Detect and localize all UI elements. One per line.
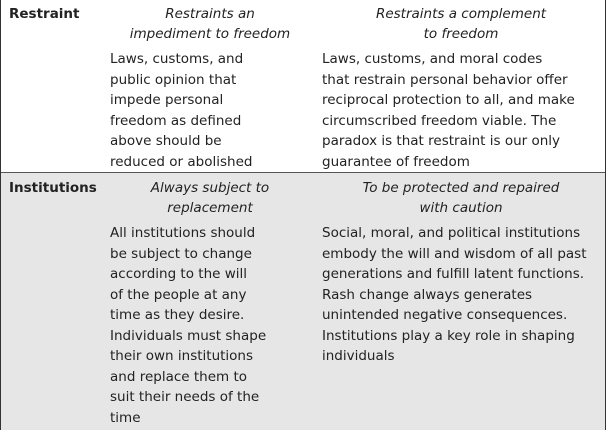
institutions-col2-line: Rash change always generates bbox=[322, 286, 533, 303]
institutions-col1-body bbox=[110, 223, 310, 428]
institutions-col1-heading bbox=[110, 178, 310, 218]
institutions-col1-heading-line2: replacement bbox=[167, 200, 253, 216]
restraint-col2-heading-line2: to freedom bbox=[423, 26, 499, 42]
institutions-col1-line: and replace them to bbox=[110, 368, 248, 385]
institutions-col1-line: suit their needs of the bbox=[110, 389, 260, 405]
institutions-col2-line: individuals bbox=[322, 348, 395, 364]
institutions-col2-line: unintended negative consequences. bbox=[322, 307, 568, 323]
row-label-institutions: Institutions bbox=[9, 180, 97, 196]
restraint-col1-line: freedom as defined bbox=[110, 112, 242, 129]
restraint-col1-line: reduced or abolished bbox=[110, 153, 253, 170]
restraint-col1-line: above should be bbox=[110, 133, 222, 149]
institutions-col1-line: be subject to change bbox=[110, 245, 252, 262]
institutions-col2-body bbox=[322, 223, 600, 367]
restraint-col1-line: public opinion that bbox=[110, 71, 237, 88]
institutions-col2-line: embody the will and wisdom of all past bbox=[322, 245, 587, 262]
institutions-col1-line: their own institutions bbox=[110, 348, 254, 364]
institutions-col2-heading-line2: with caution bbox=[419, 200, 503, 216]
restraint-col2-heading bbox=[322, 4, 600, 44]
institutions-col2-line: Institutions play a key role in shaping bbox=[322, 327, 575, 344]
institutions-col2-line: generations and fulfill latent functions. bbox=[322, 266, 585, 282]
restraint-col1-line: impede personal bbox=[110, 92, 224, 108]
restraint-col1-heading bbox=[110, 4, 310, 44]
institutions-col1-heading-line1: Always subject to bbox=[150, 180, 270, 196]
institutions-col2-heading bbox=[322, 178, 600, 218]
institutions-col2-line: Social, moral, and political institutions bbox=[322, 225, 581, 241]
table-left-border bbox=[0, 0, 1, 430]
institutions-col1-line: All institutions should bbox=[110, 225, 256, 241]
institutions-col2-heading-line1: To be protected and repaired bbox=[362, 180, 560, 196]
row-label-restraint: Restraint bbox=[9, 6, 80, 22]
institutions-col1-line: time as they desire. bbox=[110, 307, 245, 323]
institutions-col1-line: according to the will bbox=[110, 266, 248, 282]
restraint-col1-heading-line1: Restraints an bbox=[165, 6, 255, 22]
restraint-col2-body bbox=[322, 49, 600, 172]
restraint-col2-line: circumscribed freedom viable. The bbox=[322, 112, 557, 129]
restraint-col1-heading-line2: impediment to freedom bbox=[129, 26, 291, 42]
restraint-col2-line: paradox is that restraint is our only bbox=[322, 133, 561, 149]
institutions-col1-line: of the people at any bbox=[110, 286, 247, 303]
restraint-col2-line: guarantee of freedom bbox=[322, 153, 470, 170]
restraint-col1-body bbox=[110, 49, 310, 172]
table-row-institutions bbox=[0, 173, 606, 430]
restraint-col2-heading-line1: Restraints a complement bbox=[375, 6, 547, 22]
restraint-col2-line: that restrain personal behavior offer bbox=[322, 71, 568, 88]
institutions-col1-line: time bbox=[110, 409, 141, 426]
restraint-col1-line: Laws, customs, and bbox=[110, 51, 244, 67]
restraint-col2-line: Laws, customs, and moral codes bbox=[322, 51, 543, 67]
restraint-col2-line: reciprocal protection to all, and make bbox=[322, 92, 575, 108]
institutions-col1-line: Individuals must shape bbox=[110, 327, 267, 344]
table-row-restraint bbox=[0, 0, 606, 172]
